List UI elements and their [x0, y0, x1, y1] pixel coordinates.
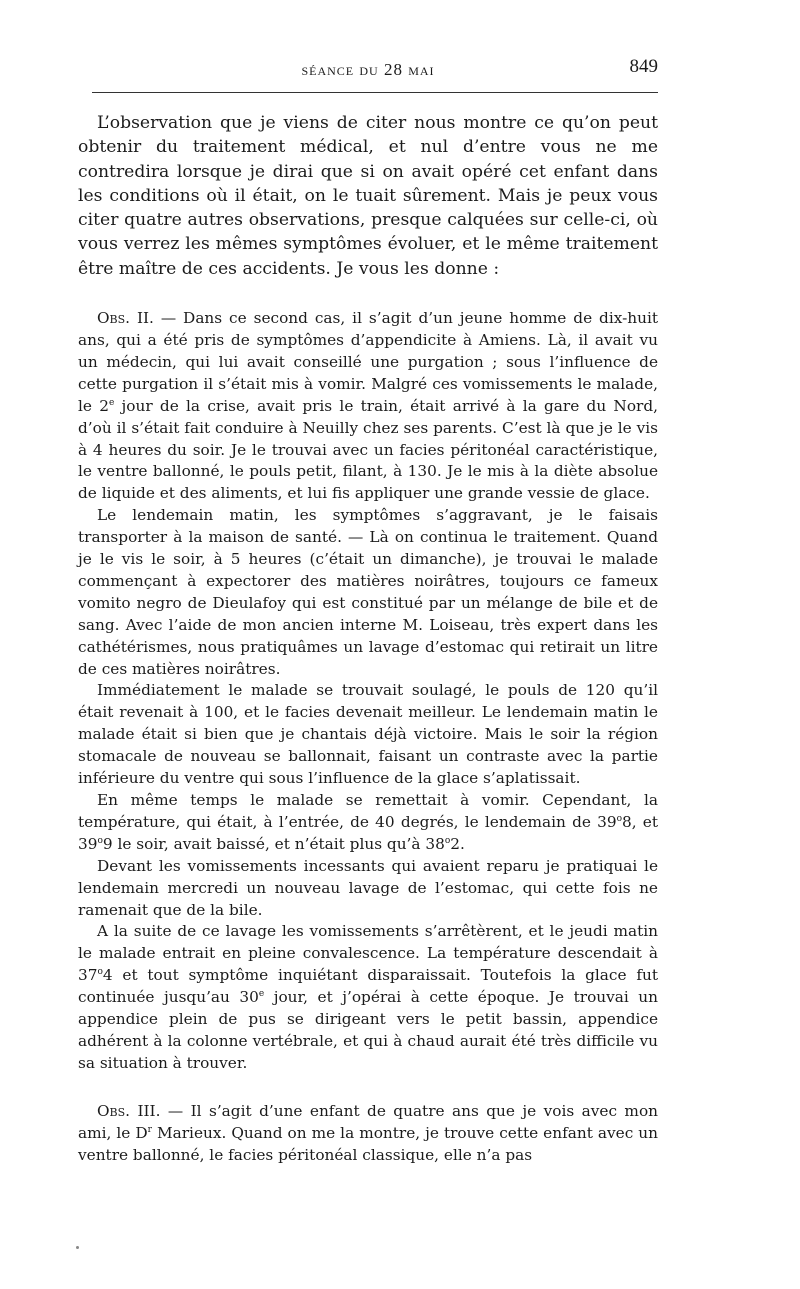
degree-sup-1: o [616, 813, 622, 824]
page-number: 849 [629, 56, 658, 77]
obs3-text-1b: Marieux. Quand on me la montre, je trouve cette enfant avec un ventre ballonné, le facies péritonéal classique, elle n’a pas [78, 1123, 658, 1164]
section-gap [78, 281, 658, 308]
intro-paragraph: L’observation que je viens de citer nous montre ce qu’on peut obtenir du traitement médical, et nul d’entre vous ne me contredira lorsque je dirai que si on avait opéré cet enfant dans les conditions où il était, on le tuait sûrement. Mais je peux vous citer quatre autres observations, presque calquées sur celle-ci, où vous verrez les mêmes symptômes évoluer, et le même traitement être maître de ces accidents. Je vous les donne : [78, 113, 658, 279]
doctor-sup: r [147, 1124, 152, 1135]
obs2-text-4b: 8, et 39 [78, 812, 658, 853]
obs2-paragraph-6 [78, 921, 658, 1074]
obs3-paragraph-1 [78, 1101, 658, 1167]
obs3-text-1a: — Il s’agit d’une enfant de quatre ans que je vois avec mon ami, le D [78, 1101, 659, 1142]
obs2-paragraph-2: Le lendemain matin, les symptômes s’aggravant, je le faisais transporter à la maison de santé. — Là on continua le traitement. Quand je le vis le soir, à 5 heures (c’était un dimanche), je trouvai le malade commençant à expectorer des matières noirâtres, toujours ce fameux vomito negro de Dieulafoy qui est constitué par un mélange de bile et de sang. Avec l’aide de mon ancien interne M. Loiseau, très expert dans les cathétérismes, nous pratiquâmes un lavage d’estomac qui retirait un litre de ces matières noirâtres. [78, 506, 658, 678]
obs2-text-1a: — Dans ce second cas, il s’agit d’un jeune homme de dix-huit ans, qui a été pris de symptômes d’appendicite à Amiens. Là, il avait vu un médecin, qui lui avait conseillé une purgation ; sous l’influence de cette purgation il s’était mis à vomir. Malgré ces vomissements le malade, le 2 [78, 309, 658, 415]
header-rule [92, 92, 658, 93]
obs2-paragraph-4 [78, 790, 658, 856]
document-page [78, 56, 658, 1167]
obs2-text-4a: En même temps le malade se remettait à vomir. Cependant, la température, qui était, à l’entrée, de 40 degrés, le lendemain de 39 [78, 791, 658, 831]
obs2-text-4d: 2. [450, 834, 465, 853]
obs2-sup-1: e [108, 397, 115, 408]
degree-sup-3: o [444, 835, 451, 846]
running-title: séance du 28 mai [301, 60, 435, 79]
obs2-text-1b: jour de la crise, avait pris le train, était arrivé à la gare du Nord, d’où il s’était fait conduire à Neuilly chez ses parents. C’est là que je le vis à 4 heures du soir. Je le trouvai avec un facies péritonéal caractéristique, le ventre ballonné, le pouls petit, filant, à 130. Je le mis à la diète absolue de liquide et des aliments, et lui fis appliquer une grande vessie de glace. [78, 396, 658, 503]
degree-sup-4: o [97, 967, 103, 978]
running-head [78, 56, 658, 82]
obs2-text-6c: jour, et j’opérai à cette époque. Je trouvai un appendice plein de pus se dirigeant vers le petit bassin, appendice adhérent à la colonne vertébrale, et qui à chaud aurait été très difficile vu sa situation à trouver. [78, 988, 658, 1072]
obs2-paragraph-1 [78, 308, 658, 505]
degree-sup-2: o [97, 835, 103, 846]
obs2-paragraph-3: Immédiatement le malade se trouvait soulagé, le pouls de 120 qu’il était revenait à 100, et le facies devenait meilleur. Le lendemain matin le malade était si bien que je chantais déjà victoire. Mais le soir la région stomacale de nouveau se ballonnait, faisant un contraste avec la partie inférieure du ventre qui sous l’influence de la glace s’aplatissait. [78, 681, 658, 788]
obs3-label: Obs. III. [97, 1101, 161, 1120]
ordinal-sup: e [258, 989, 265, 1000]
obs2-text-6a: A la suite de ce lavage les vomissements s’arrêtèrent, et le jeudi matin le malade entrait en pleine convalescence. La température descendait à 37 [78, 922, 658, 985]
obs2-text-6b: 4 et tout symptôme inquiétant disparaissait. Toutefois la glace fut continuée jusqu’au 30 [78, 966, 658, 1007]
obs2-text-4c: 9 le soir, avait baissé, et n’était plus qu’à 38 [102, 834, 445, 853]
obs2-label: Obs. II. [97, 309, 154, 328]
section-gap [78, 1075, 658, 1101]
obs2-paragraph-5: Devant les vomissements incessants qui avaient reparu je pratiquai le lendemain mercredi un nouveau lavage de l’estomac, qui cette fois ne ramenait que de la bile. [78, 856, 658, 919]
paper-speck [76, 1246, 79, 1249]
